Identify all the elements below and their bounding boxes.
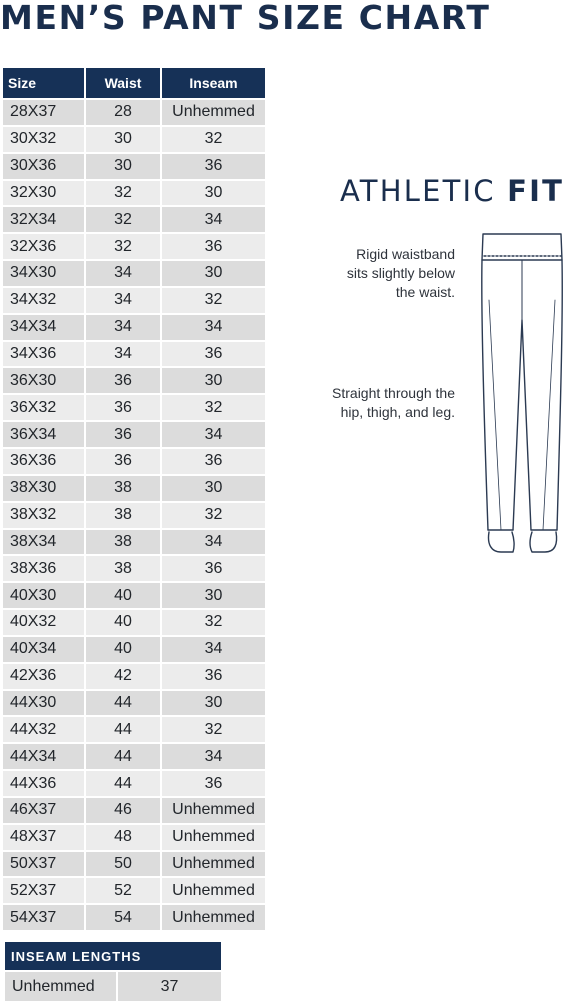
- cell-inseam: Unhemmed: [162, 100, 265, 125]
- table-row: [3, 905, 265, 930]
- cell-inseam: 36: [162, 664, 265, 689]
- cell-waist: 44: [86, 691, 160, 716]
- cell-size: 40X34: [3, 637, 84, 662]
- cell-inseam: Unhemmed: [162, 878, 265, 903]
- cell-inseam: 34: [162, 315, 265, 340]
- waistband-note: [285, 245, 455, 302]
- column-header-size: Size: [3, 68, 84, 98]
- table-row: [3, 664, 265, 689]
- cell-size: 46X37: [3, 798, 84, 823]
- cell-size: 42X36: [3, 664, 84, 689]
- cell-inseam: 34: [162, 530, 265, 555]
- cell-waist: 40: [86, 610, 160, 635]
- cell-inseam: Unhemmed: [162, 825, 265, 850]
- cell-size: 48X37: [3, 825, 84, 850]
- size-table-body: [3, 100, 265, 930]
- cell-inseam: 30: [162, 261, 265, 286]
- cell-inseam: 32: [162, 288, 265, 313]
- cell-inseam: 34: [162, 207, 265, 232]
- cell-waist: 50: [86, 852, 160, 877]
- cell-size: 34X30: [3, 261, 84, 286]
- cell-size: 28X37: [3, 100, 84, 125]
- inseam-lengths-header: INSEAM LENGTHS: [5, 942, 221, 970]
- cell-waist: 28: [86, 100, 160, 125]
- cell-size: 36X32: [3, 395, 84, 420]
- size-table: [1, 66, 267, 932]
- cell-inseam: 36: [162, 771, 265, 796]
- cell-size: 30X36: [3, 154, 84, 179]
- cell-waist: 42: [86, 664, 160, 689]
- cell-size: 36X36: [3, 449, 84, 474]
- inseam-lengths-row: [5, 972, 221, 1001]
- table-row: [3, 181, 265, 206]
- table-row: [3, 315, 265, 340]
- column-header-inseam: Inseam: [162, 68, 265, 98]
- leg-note-line: Straight through the: [332, 385, 455, 401]
- table-row: [3, 637, 265, 662]
- cell-size: 32X30: [3, 181, 84, 206]
- cell-size: 34X34: [3, 315, 84, 340]
- table-row: [3, 207, 265, 232]
- cell-size: 34X36: [3, 342, 84, 367]
- cell-size: 34X32: [3, 288, 84, 313]
- leg-note-line: hip, thigh, and leg.: [340, 404, 455, 420]
- table-row: [3, 556, 265, 581]
- cell-waist: 36: [86, 395, 160, 420]
- cell-waist: 36: [86, 368, 160, 393]
- cell-waist: 38: [86, 556, 160, 581]
- cell-waist: 38: [86, 476, 160, 501]
- inseam-lengths-header-row: [5, 942, 221, 970]
- table-row: [3, 583, 265, 608]
- cell-waist: 40: [86, 637, 160, 662]
- waistband-note-line: the waist.: [395, 284, 455, 300]
- cell-inseam: 30: [162, 181, 265, 206]
- cell-inseam: Unhemmed: [162, 905, 265, 930]
- cell-inseam: 36: [162, 449, 265, 474]
- cell-waist: 38: [86, 503, 160, 528]
- cell-waist: 36: [86, 422, 160, 447]
- table-row: [3, 825, 265, 850]
- cell-inseam: 34: [162, 744, 265, 769]
- cell-size: 30X32: [3, 127, 84, 152]
- fit-title-bold: FIT: [507, 174, 565, 208]
- table-row: [3, 717, 265, 742]
- table-row: [3, 154, 265, 179]
- cell-size: 38X36: [3, 556, 84, 581]
- cell-size: 44X34: [3, 744, 84, 769]
- fit-title-light: ATHLETIC: [340, 174, 496, 208]
- waistband-note-line: Rigid waistband: [356, 246, 455, 262]
- cell-waist: 48: [86, 825, 160, 850]
- cell-size: 44X32: [3, 717, 84, 742]
- cell-size: 52X37: [3, 878, 84, 903]
- cell-inseam: 32: [162, 610, 265, 635]
- cell-inseam: 32: [162, 395, 265, 420]
- cell-size: 50X37: [3, 852, 84, 877]
- cell-inseam: 36: [162, 342, 265, 367]
- cell-inseam: 32: [162, 503, 265, 528]
- cell-waist: 54: [86, 905, 160, 930]
- waistband-note-line: sits slightly below: [346, 265, 455, 281]
- cell-inseam: Unhemmed: [162, 852, 265, 877]
- cell-size: 38X32: [3, 503, 84, 528]
- table-row: [3, 234, 265, 259]
- size-table-header: [3, 68, 265, 98]
- table-row: [3, 395, 265, 420]
- table-row: [3, 449, 265, 474]
- cell-waist: 34: [86, 288, 160, 313]
- cell-inseam: 30: [162, 368, 265, 393]
- table-row: [3, 610, 265, 635]
- cell-waist: 32: [86, 234, 160, 259]
- cell-waist: 38: [86, 530, 160, 555]
- table-row: [3, 127, 265, 152]
- cell-inseam: 36: [162, 556, 265, 581]
- table-row: [3, 530, 265, 555]
- pants-outline-icon: [477, 230, 567, 560]
- cell-size: 40X30: [3, 583, 84, 608]
- table-row: [3, 288, 265, 313]
- cell-size: 38X30: [3, 476, 84, 501]
- cell-size: 44X30: [3, 691, 84, 716]
- cell-waist: 34: [86, 261, 160, 286]
- cell-inseam: 34: [162, 637, 265, 662]
- cell-waist: 34: [86, 342, 160, 367]
- cell-inseam: 30: [162, 691, 265, 716]
- table-row: [3, 691, 265, 716]
- inseam-lengths-value: 37: [118, 972, 221, 1001]
- cell-waist: 32: [86, 181, 160, 206]
- cell-waist: 44: [86, 744, 160, 769]
- inseam-lengths-label: Unhemmed: [5, 972, 116, 1001]
- cell-waist: 32: [86, 207, 160, 232]
- cell-inseam: Unhemmed: [162, 798, 265, 823]
- table-row: [3, 798, 265, 823]
- table-row: [3, 878, 265, 903]
- table-row: [3, 771, 265, 796]
- cell-waist: 52: [86, 878, 160, 903]
- cell-waist: 40: [86, 583, 160, 608]
- cell-size: 40X32: [3, 610, 84, 635]
- cell-inseam: 32: [162, 127, 265, 152]
- table-row: [3, 342, 265, 367]
- fit-title: [340, 174, 564, 208]
- cell-size: 36X34: [3, 422, 84, 447]
- cell-inseam: 36: [162, 154, 265, 179]
- cell-size: 36X30: [3, 368, 84, 393]
- table-row: [3, 503, 265, 528]
- table-row: [3, 744, 265, 769]
- cell-waist: 44: [86, 717, 160, 742]
- cell-size: 32X34: [3, 207, 84, 232]
- cell-waist: 44: [86, 771, 160, 796]
- cell-inseam: 32: [162, 717, 265, 742]
- inseam-lengths-table: [3, 940, 223, 1003]
- table-row: [3, 476, 265, 501]
- cell-inseam: 30: [162, 583, 265, 608]
- cell-waist: 46: [86, 798, 160, 823]
- cell-size: 38X34: [3, 530, 84, 555]
- cell-waist: 30: [86, 127, 160, 152]
- table-row: [3, 100, 265, 125]
- leg-note: [285, 384, 455, 422]
- cell-waist: 34: [86, 315, 160, 340]
- table-row: [3, 422, 265, 447]
- table-row: [3, 261, 265, 286]
- table-row: [3, 852, 265, 877]
- cell-inseam: 34: [162, 422, 265, 447]
- cell-inseam: 36: [162, 234, 265, 259]
- cell-size: 32X36: [3, 234, 84, 259]
- page-title: MEN’S PANT SIZE CHART: [0, 0, 491, 37]
- cell-inseam: 30: [162, 476, 265, 501]
- cell-waist: 36: [86, 449, 160, 474]
- column-header-waist: Waist: [86, 68, 160, 98]
- cell-size: 54X37: [3, 905, 84, 930]
- cell-waist: 30: [86, 154, 160, 179]
- table-row: [3, 368, 265, 393]
- cell-size: 44X36: [3, 771, 84, 796]
